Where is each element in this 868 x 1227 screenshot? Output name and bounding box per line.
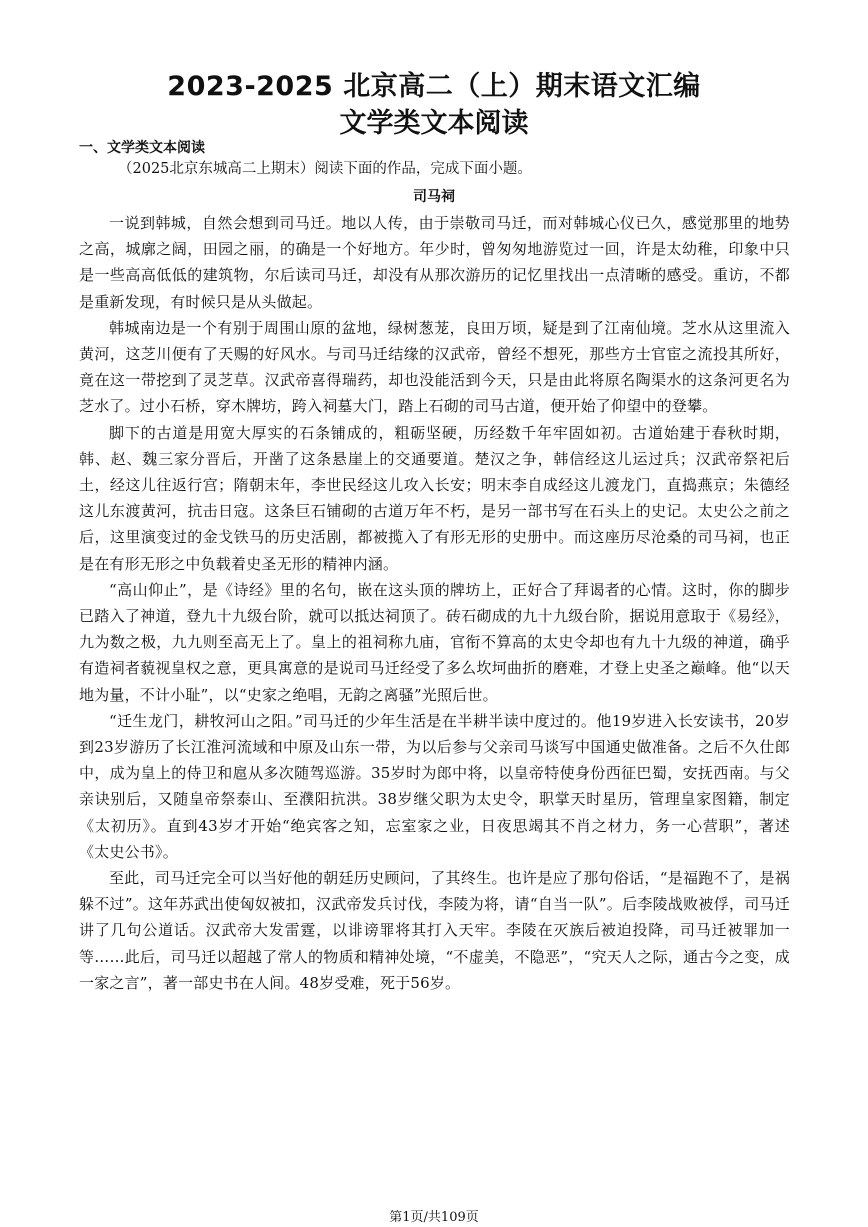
document-subtitle: 文学类文本阅读	[339, 108, 529, 139]
article-title: 司马祠	[413, 189, 455, 205]
paragraph: “迁生龙门，耕牧河山之阳。”司马迁的少年生活是在半耕半读中度过的。他19岁进入长安读书，20岁到23岁游历了长江淮河流域和中原及山东一带，为以后参与父亲司马谈写中国通史做准备。之后不久仕郎中，成为皇上的侍卫和扈从多次随驾巡游。35岁时为郎中将，以皇帝特使身份西征巴蜀，安抚西南。与父亲诀别后，又随皇帝祭泰山、至濮阳抗洪。38岁继父职为太史令，职掌天时星历，管理皇家图籍，制定《太初历》。直到43岁才开始“绝宾客之知，忘室家之业，日夜思竭其不肖之材力，务一心营职”，著述《太史公书》。	[79, 711, 790, 861]
paragraph: 韩城南边是一个有别于周围山原的盆地，绿树葱茏，良田万顷，疑是到了江南仙境。芝水从这里流入黄河，这芝川便有了天赐的好风水。与司马迁结缘的汉武帝，曾经不想死，那些方士官宦之流投其所好，竟在这一带挖到了灵芝草。汉武帝喜得瑞药，却也没能活到今天，只是由此将原名陶渠水的这条河更名为芝水了。过小石桥，穿木牌坊，跨入祠墓大门，踏上石砌的司马古道，便开始了仰望中的登攀。	[79, 318, 790, 416]
source-instruction: （2025北京东城高二上期末）阅读下面的作品，完成下面小题。	[118, 161, 532, 177]
document-title: 2023-2025 北京高二（上）期末语文汇编	[167, 71, 701, 102]
paragraph: “高山仰止”，是《诗经》里的名句，嵌在这头顶的牌坊上，正好合了拜谒者的心情。这时，你的脚步已踏入了神道，登九十九级台阶，就可以抵达祠顶了。砖石砌成的九十九级台阶，据说用意取于《易经》，九为数之极，九九则至高无上了。皇上的祖祠称九庙，官衔不算高的太史令却也有九十九级的神道，确乎有造祠者藐视皇权之意，更具寓意的是说司马迁经受了多么坎坷曲折的磨难，才登上史圣之巅峰。他“以天地为量，不计小耻”，以“史家之绝唱，无韵之离骚”光照后世。	[79, 580, 790, 704]
section-heading: 一、文学类文本阅读	[79, 140, 205, 156]
article-body	[79, 210, 790, 996]
paragraph: 至此，司马迁完全可以当好他的朝廷历史顾问，了其终生。也许是应了那句俗话，“是福跑不了，是祸躲不过”。这年苏武出使匈奴被扣，汉武帝发兵讨伐，李陵为将，请“自当一队”。后李陵战败被俘，司马迁讲了几句公道话。汉武帝大发雷霆，以诽谤罪将其打入天牢。李陵在灭族后被迫投降，司马迁被罪加一等……此后，司马迁以超越了常人的物质和精神处境，“不虚美，不隐恶”，“究天人之际，通古今之变，成一家之言”，著一部史书在人间。48岁受难，死于56岁。	[79, 869, 790, 992]
paragraph: 脚下的古道是用宽大厚实的石条铺成的，粗砺坚硬，历经数千年牢固如初。古道始建于春秋时期，韩、赵、魏三家分晋后，开凿了这条悬崖上的交通要道。楚汉之争，韩信经这儿运过兵；汉武帝祭祀后土，经这儿往返行宫；隋朝末年，李世民经这儿攻入长安；明末李自成经这儿渡龙门，直捣燕京；朱德经这儿东渡黄河，抗击日寇。这条巨石铺砌的古道万年不朽，是另一部书写在石头上的史记。太史公之前之后，这里演变过的金戈铁马的历史活剧，都被揽入了有形无形的史册中。而这座历尽沧桑的司马祠，也正是在有形无形之中负载着史圣无形的精神内涵。	[79, 423, 790, 573]
paragraph: 一说到韩城，自然会想到司马迁。地以人传，由于崇敬司马迁，而对韩城心仪已久，感觉那里的地势之高，城廓之阔，田园之丽，的确是一个好地方。年少时，曾匆匆地游览过一回，许是太幼稚，印象中只是一些高高低低的建筑物，尔后读司马迁，却没有从那次游历的记忆里找出一点清晰的感受。重访，不都是重新发现，有时候只是从头做起。	[79, 214, 790, 311]
page-number: 第1页/共109页	[389, 1210, 479, 1225]
